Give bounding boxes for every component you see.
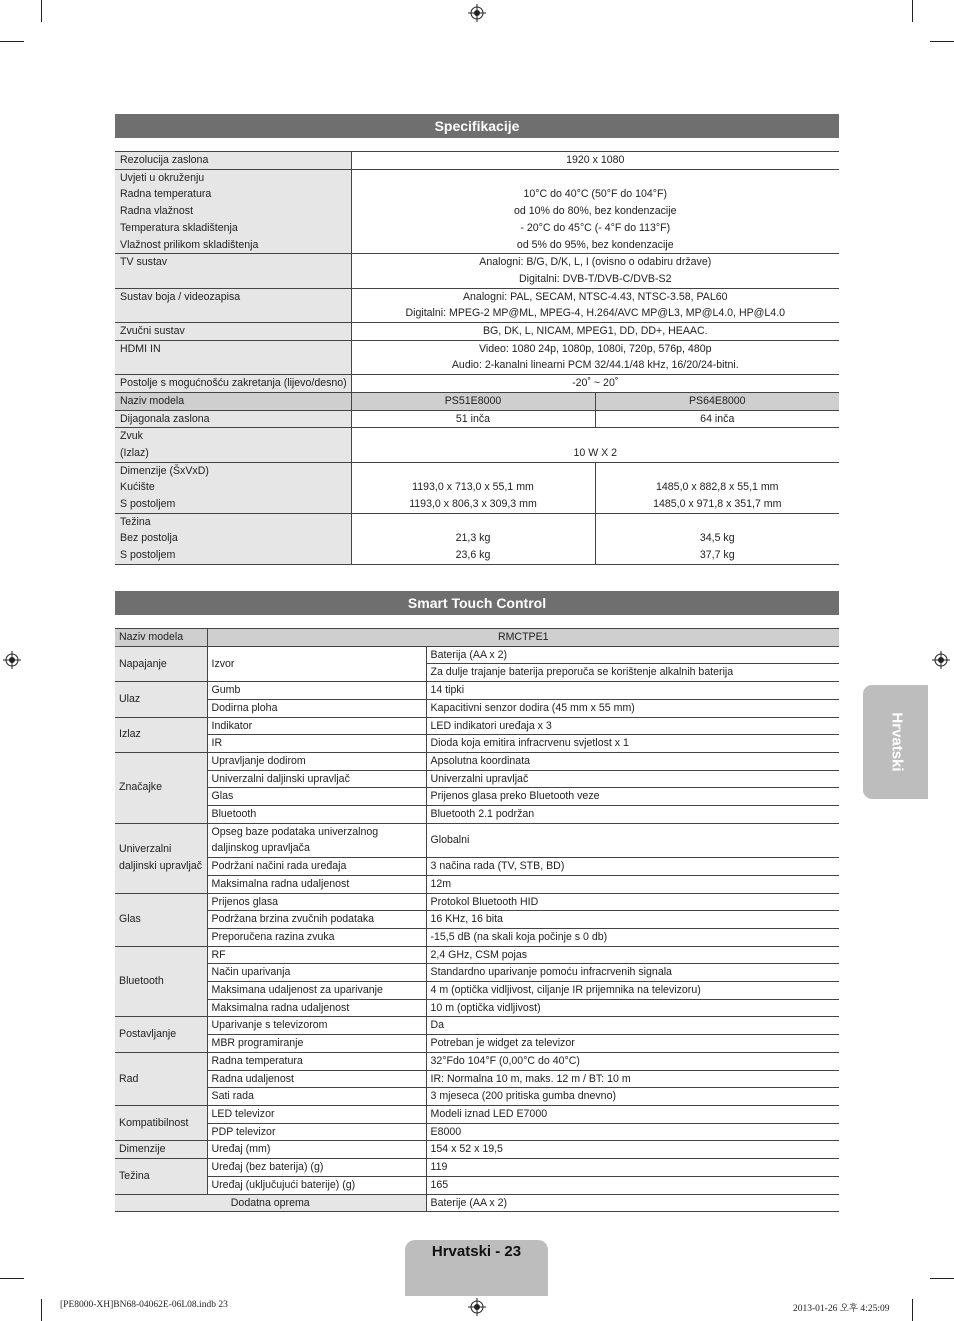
- smart-touch-control-table: [115, 628, 839, 1212]
- table-row: [115, 1176, 839, 1194]
- item-value: Univerzalni upravljač: [426, 770, 839, 788]
- table-row: [115, 1035, 839, 1053]
- specifications-table: [115, 151, 839, 565]
- item-value: Da: [426, 1017, 839, 1035]
- item-label: LED televizor: [207, 1105, 426, 1123]
- item-value: 14 tipki: [426, 682, 839, 700]
- item-label: MBR programiranje: [207, 1035, 426, 1053]
- item-value: 154 x 52 x 19,5: [426, 1141, 839, 1159]
- table-row: [115, 1123, 839, 1141]
- item-label: Maksimana udaljenost za uparivanje: [207, 982, 426, 1000]
- row-value: 1920 x 1080: [351, 152, 839, 170]
- table-row: [115, 928, 839, 946]
- table-row: [115, 410, 839, 428]
- section-header-smart-touch-control: Smart Touch Control: [115, 591, 839, 615]
- table-row: [115, 806, 839, 824]
- row-label: Rezolucija zaslona: [115, 152, 351, 170]
- table-row: [115, 682, 839, 700]
- row-value: Video: 1080 24p, 1080p, 1080i, 720p, 576p, 480p Audio: 2-kanalni linearni PCM 32/44.1/48 kHz, 16/20/24-bitni.: [351, 340, 839, 374]
- item-label: Dodirna ploha: [207, 699, 426, 717]
- group-label: Kompatibilnost: [115, 1105, 207, 1140]
- table-row: [115, 1088, 839, 1106]
- item-label: Indikator: [207, 717, 426, 735]
- item-value: Baterija (AA x 2): [426, 646, 839, 664]
- row-label: Naziv modela: [115, 392, 351, 410]
- table-row: [115, 1052, 839, 1070]
- group-label: Dodatna oprema: [115, 1194, 426, 1212]
- item-value: Baterije (AA x 2): [426, 1194, 839, 1212]
- row-value: -20˚ ~ 20˚: [351, 375, 839, 393]
- table-row: [115, 462, 839, 513]
- row-label: Dijagonala zaslona: [115, 410, 351, 428]
- row-label: TV sustav: [115, 254, 351, 288]
- table-row: [115, 1017, 839, 1035]
- group-label: Postavljanje: [115, 1017, 207, 1052]
- item-value: 3 načina rada (TV, STB, BD): [426, 858, 839, 876]
- model-b: PS64E8000: [595, 392, 839, 410]
- table-row: [115, 964, 839, 982]
- item-value: Protokol Bluetooth HID: [426, 893, 839, 911]
- table-row: [115, 858, 839, 876]
- table-row: [115, 340, 839, 374]
- registration-mark-icon: [468, 4, 486, 22]
- item-label: Radna temperatura: [207, 1052, 426, 1070]
- item-value: 32°Fdo 104°F (0,00°C do 40°C): [426, 1052, 839, 1070]
- registration-mark-icon: [932, 651, 950, 669]
- item-label: Prijenos glasa: [207, 893, 426, 911]
- item-value: 3 mjeseca (200 pritiska gumba dnevno): [426, 1088, 839, 1106]
- item-value: Globalni: [426, 823, 839, 857]
- group-label: Bluetooth: [115, 946, 207, 1017]
- table-row: [115, 699, 839, 717]
- table-row: [115, 999, 839, 1017]
- item-value: LED indikatori uređaja x 3: [426, 717, 839, 735]
- table-row: [115, 982, 839, 1000]
- item-value: 16 KHz, 16 bita: [426, 911, 839, 929]
- group-label: Izlaz: [115, 717, 207, 752]
- table-row: [115, 152, 839, 170]
- item-label: Sati rada: [207, 1088, 426, 1106]
- item-label: Uređaj (uključujući baterije) (g): [207, 1176, 426, 1194]
- footer-file-name: [PE8000-XH]BN68-04062E-06L08.indb 23: [60, 1300, 228, 1310]
- table-row: [115, 392, 839, 410]
- table-row: [115, 823, 839, 857]
- row-value: Analogni: PAL, SECAM, NTSC-4.43, NTSC-3.58, PAL60 Digitalni: MPEG-2 MP@ML, MPEG-4, H.264/AVC MP@L3, MP@L4.0, HP@L4.0: [351, 288, 839, 322]
- item-value: Apsolutna koordinata: [426, 752, 839, 770]
- item-label: PDP televizor: [207, 1123, 426, 1141]
- row-value: RMCTPE1: [207, 629, 839, 647]
- row-label: HDMI IN: [115, 340, 351, 374]
- table-row: [115, 428, 839, 462]
- row-value: Analogni: B/G, D/K, L, I (ovisno o odabiru države) Digitalni: DVB-T/DVB-C/DVB-S2: [351, 254, 839, 288]
- group-label: Napajanje: [115, 646, 207, 681]
- group-label: Dimenzije: [115, 1141, 207, 1159]
- row-label: Zvuk (Izlaz): [115, 428, 351, 462]
- item-value: Standardno uparivanje pomoću infracrvenih signala: [426, 964, 839, 982]
- item-label: Uređaj (bez baterija) (g): [207, 1159, 426, 1177]
- footer-timestamp: 2013-01-26 오후 4:25:09: [793, 1304, 890, 1314]
- table-row: [115, 513, 839, 564]
- table-row: [115, 788, 839, 806]
- item-label: Izvor: [207, 646, 426, 681]
- group-label: Ulaz: [115, 682, 207, 717]
- item-value: IR: Normalna 10 m, maks. 12 m / BT: 10 m: [426, 1070, 839, 1088]
- item-label: Univerzalni daljinski upravljač: [207, 770, 426, 788]
- registration-mark-icon: [468, 1298, 486, 1316]
- table-row: [115, 169, 839, 254]
- language-tab-label: Hrvatski: [888, 712, 906, 772]
- row-label: Dimenzije (ŠxVxD) Kućište S postoljem: [115, 462, 351, 513]
- row-label: Sustav boja / videozapisa: [115, 288, 351, 322]
- item-label: Podržani načini rada uređaja: [207, 858, 426, 876]
- item-value: -15,5 dB (na skali koja počinje s 0 db): [426, 928, 839, 946]
- row-label: Naziv modela: [115, 629, 207, 647]
- value-a: 1193,0 x 713,0 x 55,1 mm 1193,0 x 806,3 x 309,3 mm: [351, 462, 595, 513]
- value-a: 51 inča: [351, 410, 595, 428]
- table-row: [115, 375, 839, 393]
- row-label: Zvučni sustav: [115, 323, 351, 341]
- table-row: [115, 875, 839, 893]
- table-row: [115, 1159, 839, 1177]
- table-row: [115, 629, 839, 647]
- item-value: 119: [426, 1159, 839, 1177]
- item-label: Gumb: [207, 682, 426, 700]
- group-label: Rad: [115, 1052, 207, 1105]
- group-label: Glas: [115, 893, 207, 946]
- row-value: BG, DK, L, NICAM, MPEG1, DD, DD+, HEAAC.: [351, 323, 839, 341]
- item-label: Način uparivanja: [207, 964, 426, 982]
- table-row: [115, 946, 839, 964]
- value-b: 64 inča: [595, 410, 839, 428]
- table-row: [115, 893, 839, 911]
- table-row: [115, 770, 839, 788]
- table-row: [115, 323, 839, 341]
- item-label: Radna udaljenost: [207, 1070, 426, 1088]
- page-number-label: Hrvatski - 23: [431, 1243, 522, 1260]
- row-label: Postolje s mogućnošću zakretanja (lijevo/desno): [115, 375, 351, 393]
- table-row: [115, 1194, 839, 1212]
- item-value: Potreban je widget za televizor: [426, 1035, 839, 1053]
- table-row: [115, 717, 839, 735]
- model-a: PS51E8000: [351, 392, 595, 410]
- group-label: Težina: [115, 1159, 207, 1194]
- item-label: Upravljanje dodirom: [207, 752, 426, 770]
- value-b: 34,5 kg 37,7 kg: [595, 513, 839, 564]
- table-row: [115, 288, 839, 322]
- item-label: Preporučena razina zvuka: [207, 928, 426, 946]
- item-value: 165: [426, 1176, 839, 1194]
- item-value: Modeli iznad LED E7000: [426, 1105, 839, 1123]
- table-row: [115, 1070, 839, 1088]
- item-value: Za dulje trajanje baterija preporuča se korištenje alkalnih baterija: [426, 664, 839, 682]
- value-b: 1485,0 x 882,8 x 55,1 mm 1485,0 x 971,8 x 351,7 mm: [595, 462, 839, 513]
- table-row: [115, 254, 839, 288]
- group-label: Značajke: [115, 752, 207, 823]
- item-value: E8000: [426, 1123, 839, 1141]
- table-row: [115, 911, 839, 929]
- row-value: 10°C do 40°C (50°F do 104°F) od 10% do 80%, bez kondenzacije - 20°C do 45°C (- 4°F do 113°F) od 5% do 95%, bez kondenzacije: [351, 169, 839, 254]
- item-value: 12m: [426, 875, 839, 893]
- table-row: [115, 646, 839, 664]
- table-row: [115, 1141, 839, 1159]
- item-label: IR: [207, 735, 426, 753]
- table-row: [115, 735, 839, 753]
- table-row: [115, 752, 839, 770]
- section-header-specifications: Specifikacije: [115, 114, 839, 138]
- item-label: Uređaj (mm): [207, 1141, 426, 1159]
- row-label: Težina Bez postolja S postoljem: [115, 513, 351, 564]
- item-value: 10 m (optička vidljivost): [426, 999, 839, 1017]
- item-value: 2,4 GHz, CSM pojas: [426, 946, 839, 964]
- item-label: Maksimalna radna udaljenost: [207, 999, 426, 1017]
- table-row: [115, 1105, 839, 1123]
- item-label: Opseg baze podataka univerzalnog daljinskog upravljača: [207, 823, 426, 857]
- value-a: 21,3 kg 23,6 kg: [351, 513, 595, 564]
- item-value: Bluetooth 2.1 podržan: [426, 806, 839, 824]
- item-value: Dioda koja emitira infracrvenu svjetlost x 1: [426, 735, 839, 753]
- item-label: Bluetooth: [207, 806, 426, 824]
- item-value: Prijenos glasa preko Bluetooth veze: [426, 788, 839, 806]
- item-value: 4 m (optička vidljivost, ciljanje IR prijemnika na televizoru): [426, 982, 839, 1000]
- item-label: Glas: [207, 788, 426, 806]
- item-label: Maksimalna radna udaljenost: [207, 875, 426, 893]
- registration-mark-icon: [3, 651, 21, 669]
- row-label: Uvjeti u okruženju Radna temperatura Radna vlažnost Temperatura skladištenja Vlažnost prilikom skladištenja: [115, 169, 351, 254]
- row-value: 10 W X 2: [351, 428, 839, 462]
- group-label: Univerzalni daljinski upravljač: [115, 823, 207, 893]
- item-label: Podržana brzina zvučnih podataka: [207, 911, 426, 929]
- item-label: Uparivanje s televizorom: [207, 1017, 426, 1035]
- item-label: RF: [207, 946, 426, 964]
- item-value: Kapacitivni senzor dodira (45 mm x 55 mm): [426, 699, 839, 717]
